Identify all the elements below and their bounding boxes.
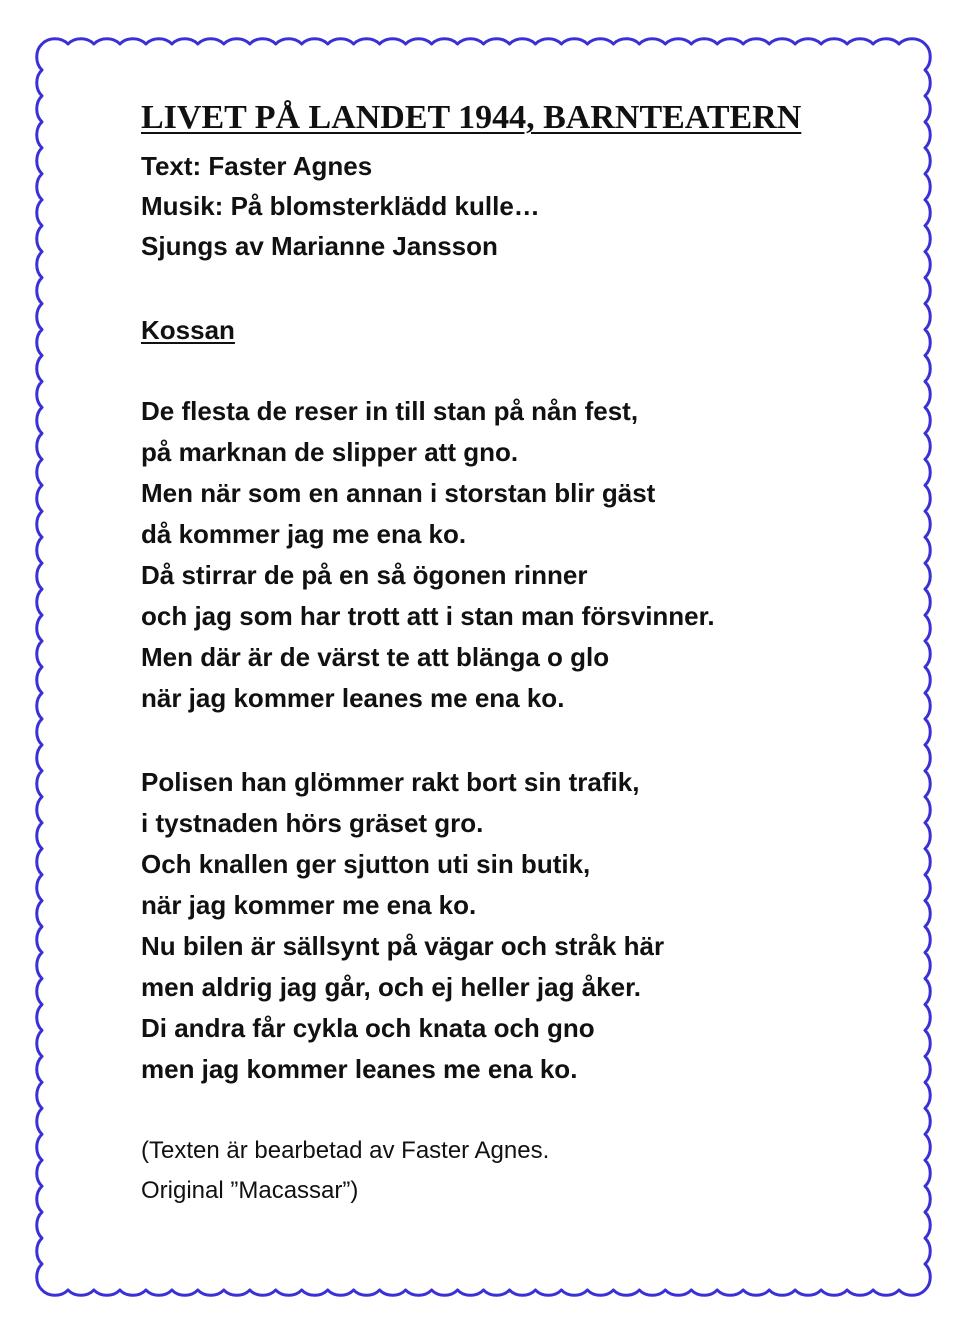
verse-line: men aldrig jag går, och ej heller jag åker. [141,972,641,1002]
document-title: LIVET PÅ LANDET 1944, BARNTEATERN [141,99,802,136]
music-credit: Musik: På blomsterklädd kulle… [141,191,540,221]
verse-line: men jag kommer leanes me ena ko. [141,1054,578,1084]
verse-line: Nu bilen är sällsynt på vägar och stråk här [141,931,665,961]
text-credit: Text: Faster Agnes [141,151,373,181]
verse-1 [141,391,715,719]
verse-line: Då stirrar de på en så ögonen rinner [141,560,588,590]
verse-line: och jag som har trott att i stan man försvinner. [141,601,715,631]
verse-2 [141,762,664,1090]
footnote-line: Original ”Macassar”) [141,1177,359,1204]
verse-line: när jag kommer leanes me ena ko. [141,683,565,713]
singer-credit: Sjungs av Marianne Jansson [141,231,498,261]
verse-line: Men där är de värst te att blänga o glo [141,642,610,672]
verse-line: Di andra får cykla och knata och gno [141,1013,595,1043]
verse-line: då kommer jag me ena ko. [141,519,467,549]
footnote [141,1131,549,1211]
verse-line: De flesta de reser in till stan på nån fest, [141,396,639,426]
verse-line: Men när som en annan i storstan blir gäst [141,478,656,508]
song-title: Kossan [141,315,235,345]
footnote-line: (Texten är bearbetad av Faster Agnes. [141,1137,550,1164]
verse-line: på marknan de slipper att gno. [141,437,519,467]
verse-line: i tystnaden hörs gräset gro. [141,808,484,838]
credits-block [141,146,540,266]
verse-line: Polisen han glömmer rakt bort sin trafik, [141,767,640,797]
verse-line: när jag kommer me ena ko. [141,890,477,920]
verse-line: Och knallen ger sjutton uti sin butik, [141,849,591,879]
